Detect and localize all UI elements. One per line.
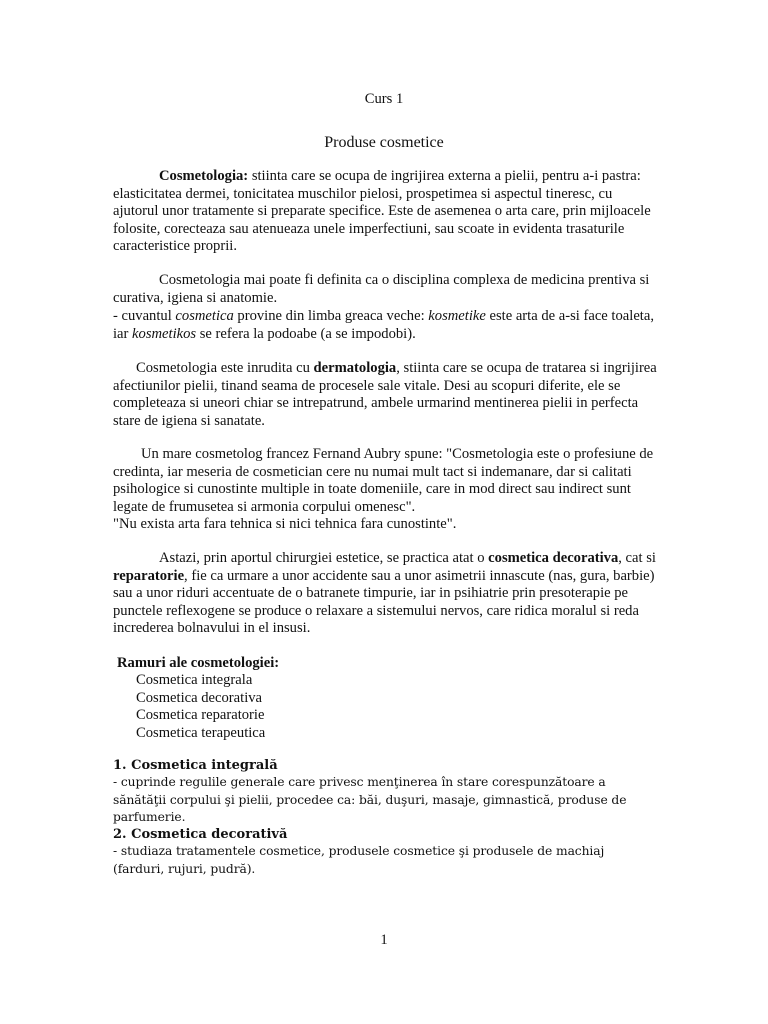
list-item: Cosmetica reparatorie [136,707,265,724]
paragraph-definition [113,168,658,256]
term-kosmetike: kosmetike [428,308,486,324]
surgery-text: Astazi, prin aportul chirurgiei estetice, se practica atat o [159,550,489,566]
list-item: Cosmetica integrala [136,672,253,688]
surgery-text: , fie ca urmare a unor accidente sau a unor asimetrii innascute (nas, gura, barbie) sau a unor riduri accentuate de o batranete timpurie, iar in psihiatrie prin presoterapie pe punctele reflexogene se produce o relaxare a sistemului nervos, care ridica moralul si reda increderea bolnavului in el insusi. [113,567,655,637]
term-cosmetica: cosmetica [175,308,234,324]
section-heading-integrala: 1. Cosmetica integrală [113,758,278,773]
dermatology-text: Cosmetologia este inrudita cu [136,360,314,376]
section-text-integrala: - cuprinde regulile generale care privesc menţinerea în stare corespunzătoare a sănătăţii corpului şi pielii, procedee ca: băi, duşuri, masaje, gimnastică, produse de parfumerie. [113,775,627,825]
surgery-text: , cat si [618,550,656,566]
paragraph-discipline: Cosmetologia mai poate fi definita ca o disciplina complexa de medicina prentiva si curativa, igiena si anatomie. [113,272,650,306]
page-title: Produse cosmetice [324,134,444,151]
aubry-quote: "Nu exista arta fara tehnica si nici tehnica fara cunostinte". [113,516,457,532]
term-reparatorie: reparatorie [113,567,185,584]
course-label: Curs 1 [364,91,404,107]
etymology-text: se refera la podoabe (a se impodobi). [196,325,416,342]
etymology-text: este arta de a-si face toaleta, iar [113,308,654,342]
page-number: 1 [380,932,388,948]
branches-heading: Ramuri ale cosmetologiei: [117,655,280,671]
term-kosmetikos: kosmetikos [132,325,197,342]
section-text-decorativa: - studiaza tratamentele cosmetice, produsele cosmetice şi produsele de machiaj (farduri, rujuri, pudră). [113,844,605,876]
etymology-text: provine din limba greaca veche: [233,308,429,324]
dermatology-text: , stiinta care se ocupa de tratarea si ingrijirea afectiunilor pielii, tinand seama de procesele sale vitale. Desi au scopuri diferite, ele se completeaza si uneori chiar se intrepatrund, ambele urmarind mentinerea pielii in perfecta stare de igiena si sanatate. [113,360,657,429]
paragraph-etymology [113,308,658,343]
branches-list [136,672,265,742]
paragraph-dermatology [113,360,658,430]
paragraph-aubry: Un mare cosmetolog francez Fernand Aubry spune: "Cosmetologia este o profesiune de credinta, iar meseria de cosmetician cere nu numai mult tact si indemanare, dar si calitati psihologice si cunostinte multiple in toate domeniile, care in mod direct sau indirect sunt legate de frumusetea si armonia corpului omenesc". [113,446,654,515]
section-heading-decorativa: 2. Cosmetica decorativă [113,827,288,842]
list-item: Cosmetica decorativa [136,689,263,706]
etymology-text: - cuvantul [113,308,176,324]
term-dermatologia: dermatologia [313,360,397,376]
term-cosmetologia: Cosmetologia: [159,168,249,184]
paragraph-aesthetic-surgery [113,550,658,638]
term-cosmetica-decorativa: cosmetica decorativa [488,550,619,566]
list-item: Cosmetica terapeutica [136,724,266,741]
definition-text: stiinta care se ocupa de ingrijirea externa a pielii, pentru a-i pastra: elasticitatea dermei, tonicitatea muschilor pielosi, prospetimea si aspectul tineresc, cu ajutorul unor tratamente si preparate specifice. Este de asemenea o arta care, prin mijloacele folosite, corecteaza sau atenueaza unele imperfectiuni, sau scoate in evidenta trasaturile caracteristice proprii. [113,168,651,255]
